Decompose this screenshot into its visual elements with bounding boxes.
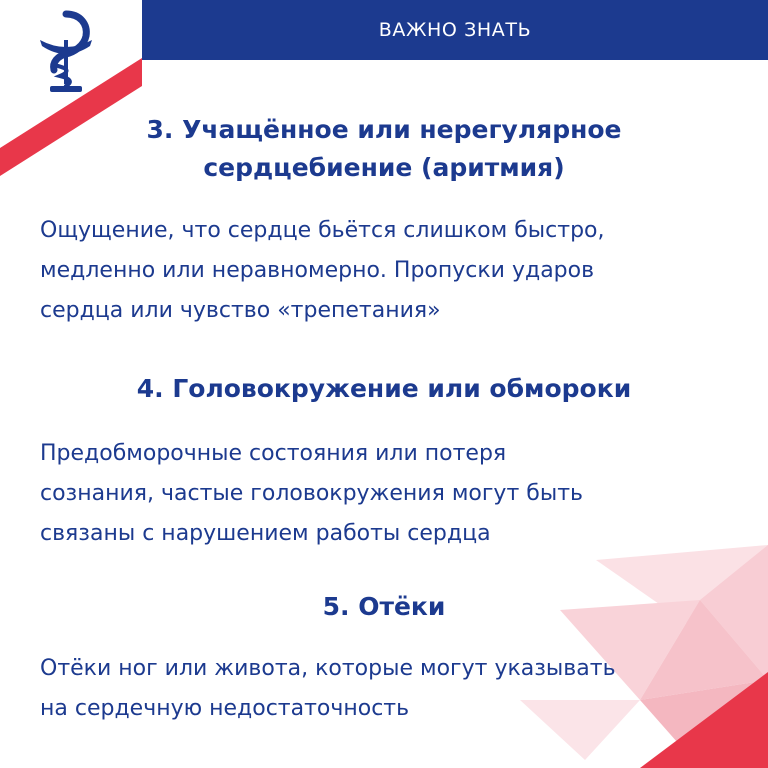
bowl-of-hygieia-icon	[36, 10, 96, 94]
text-line: медленно или неравномерно. Пропуски ударов	[40, 258, 595, 283]
text-line: связаны с нарушением работы сердца	[40, 521, 491, 546]
section-5-text	[40, 649, 720, 729]
section-5-heading: 5. Отёки	[322, 592, 446, 621]
text-line: сознания, частые головокружения могут быть	[40, 481, 583, 506]
text-line: Предобморочные состояния или потеря	[40, 441, 507, 466]
section-4-heading: 4. Головокружение или обмороки	[136, 374, 632, 403]
section-3-text	[40, 211, 720, 331]
text-line: Ощущение, что сердце бьётся слишком быстро,	[40, 218, 605, 243]
section-4-text	[40, 434, 720, 554]
heading-line: 3. Учащённое или нерегулярное	[146, 115, 622, 144]
heading-line: сердцебиение (аритмия)	[203, 153, 565, 182]
header-title: ВАЖНО ЗНАТЬ	[378, 19, 532, 41]
text-line: сердца или чувство «трепетания»	[40, 298, 441, 323]
text-line: на сердечную недостаточность	[40, 696, 410, 721]
section-3-heading	[0, 111, 768, 187]
text-line: Отёки ног или живота, которые могут указывать	[40, 656, 616, 681]
